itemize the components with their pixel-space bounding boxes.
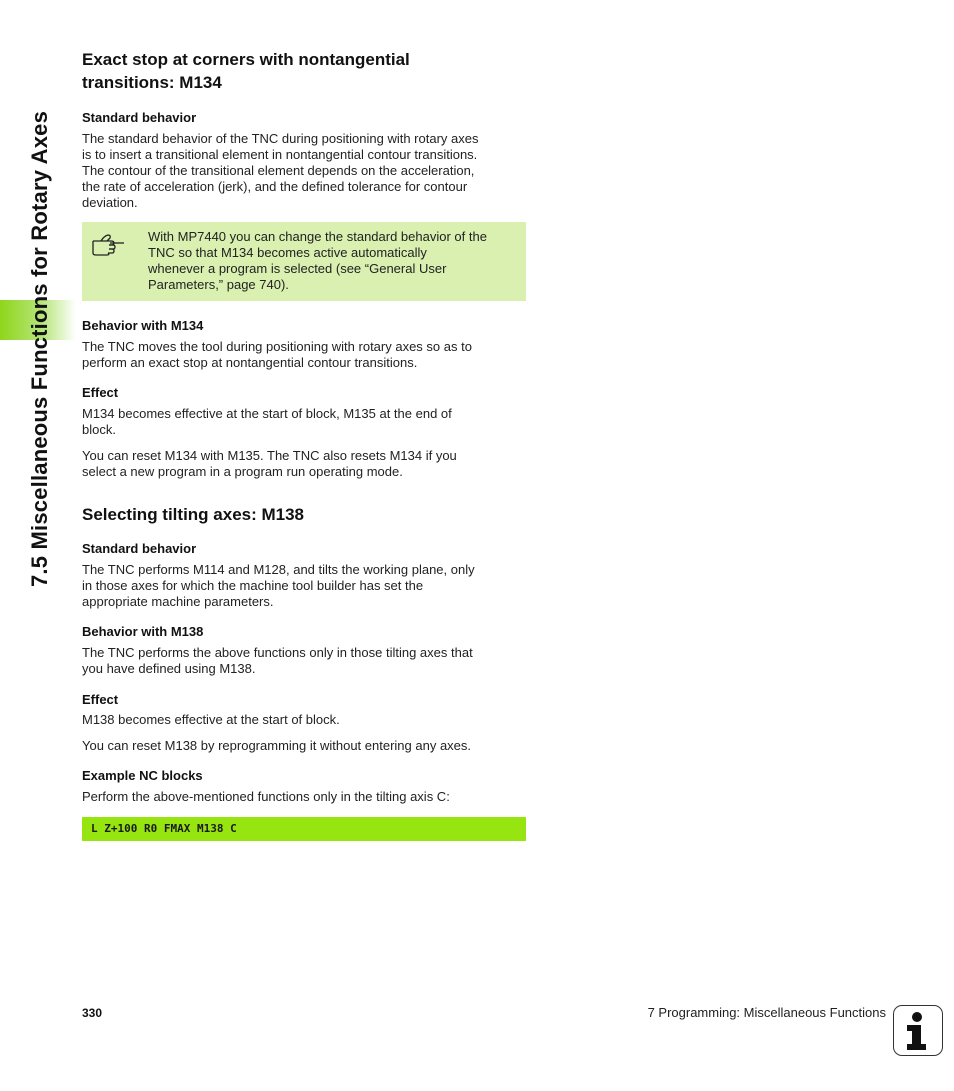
- behavior-m134-block: [82, 318, 526, 371]
- standard-behavior-block: [82, 110, 526, 211]
- subheading: Effect: [82, 692, 119, 707]
- subheading: Example NC blocks: [82, 768, 203, 783]
- info-icon: [893, 1005, 943, 1056]
- note-line: TNC so that M134 becomes active automatically: [148, 245, 427, 260]
- text-line: The TNC performs M114 and M128, and tilts the working plane, only: [82, 562, 475, 577]
- text-line: The standard behavior of the TNC during positioning with rotary axes: [82, 131, 479, 146]
- sidebar-title: 7.5 Miscellaneous Functions for Rotary Axes: [27, 110, 52, 587]
- behavior-m138-block: [82, 624, 526, 677]
- text-line: select a new program in a program run operating mode.: [82, 464, 403, 479]
- paragraph: [82, 131, 526, 211]
- standard-behavior-m138-block: [82, 541, 526, 610]
- subheading: Standard behavior: [82, 541, 197, 556]
- subheading: Behavior with M134: [82, 318, 204, 333]
- text-line: You can reset M138 by reprogramming it without entering any axes.: [82, 738, 472, 753]
- note-line: whenever a program is selected (see “General User: [148, 261, 447, 276]
- paragraph: [82, 339, 526, 371]
- effect-m138-block: [82, 692, 526, 754]
- effect-m134-block: [82, 385, 526, 480]
- section-m138: [82, 503, 526, 526]
- text-line: perform an exact stop at nontangential contour transitions.: [82, 355, 418, 370]
- subheading: Effect: [82, 385, 119, 400]
- chapter-title: 7 Programming: Miscellaneous Functions: [647, 1005, 886, 1020]
- note-text: [148, 229, 520, 293]
- text-line: block.: [82, 422, 116, 437]
- text-line: you have defined using M138.: [82, 661, 256, 676]
- subheading: Standard behavior: [82, 110, 197, 125]
- paragraph: [82, 562, 526, 610]
- section-title: Selecting tilting axes: M138: [82, 505, 305, 524]
- pointing-hand-icon: [90, 232, 126, 258]
- text-line: M138 becomes effective at the start of block.: [82, 712, 340, 727]
- section-title-line: transitions: M134: [82, 73, 222, 92]
- text-line: You can reset M134 with M135. The TNC also resets M134 if you: [82, 448, 457, 463]
- note-box: [82, 222, 526, 301]
- text-line: The TNC performs the above functions only in those tilting axes that: [82, 645, 473, 660]
- paragraph: [82, 406, 526, 438]
- paragraph: [82, 645, 526, 677]
- text-line: in those axes for which the machine tool builder has set the: [82, 578, 424, 593]
- section-m134: [82, 48, 526, 94]
- text-line: the rate of acceleration (jerk), and the defined tolerance for contour: [82, 179, 468, 194]
- section-title-line: Exact stop at corners with nontangential: [82, 50, 410, 69]
- nc-code-block: [82, 817, 526, 841]
- nc-code-text: L Z+100 R0 FMAX M138 C: [91, 822, 237, 835]
- text-line: is to insert a transitional element in nontangential contour transitions.: [82, 147, 478, 162]
- text-line: appropriate machine parameters.: [82, 594, 274, 609]
- text-line: The contour of the transitional element depends on the acceleration,: [82, 163, 475, 178]
- subheading: Behavior with M138: [82, 624, 204, 639]
- text-line: The TNC moves the tool during positioning with rotary axes so as to: [82, 339, 472, 354]
- note-line: With MP7440 you can change the standard behavior of the: [148, 229, 487, 244]
- page-number: 330: [82, 1006, 103, 1020]
- text-line: M134 becomes effective at the start of block, M135 at the end of: [82, 406, 452, 421]
- text-line: deviation.: [82, 195, 138, 210]
- example-block: [82, 768, 526, 805]
- note-line: Parameters,” page 740).: [148, 277, 289, 292]
- paragraph: [82, 448, 526, 480]
- text-line: Perform the above-mentioned functions only in the tilting axis C:: [82, 789, 450, 804]
- info-glyph-icon: [894, 1006, 941, 1054]
